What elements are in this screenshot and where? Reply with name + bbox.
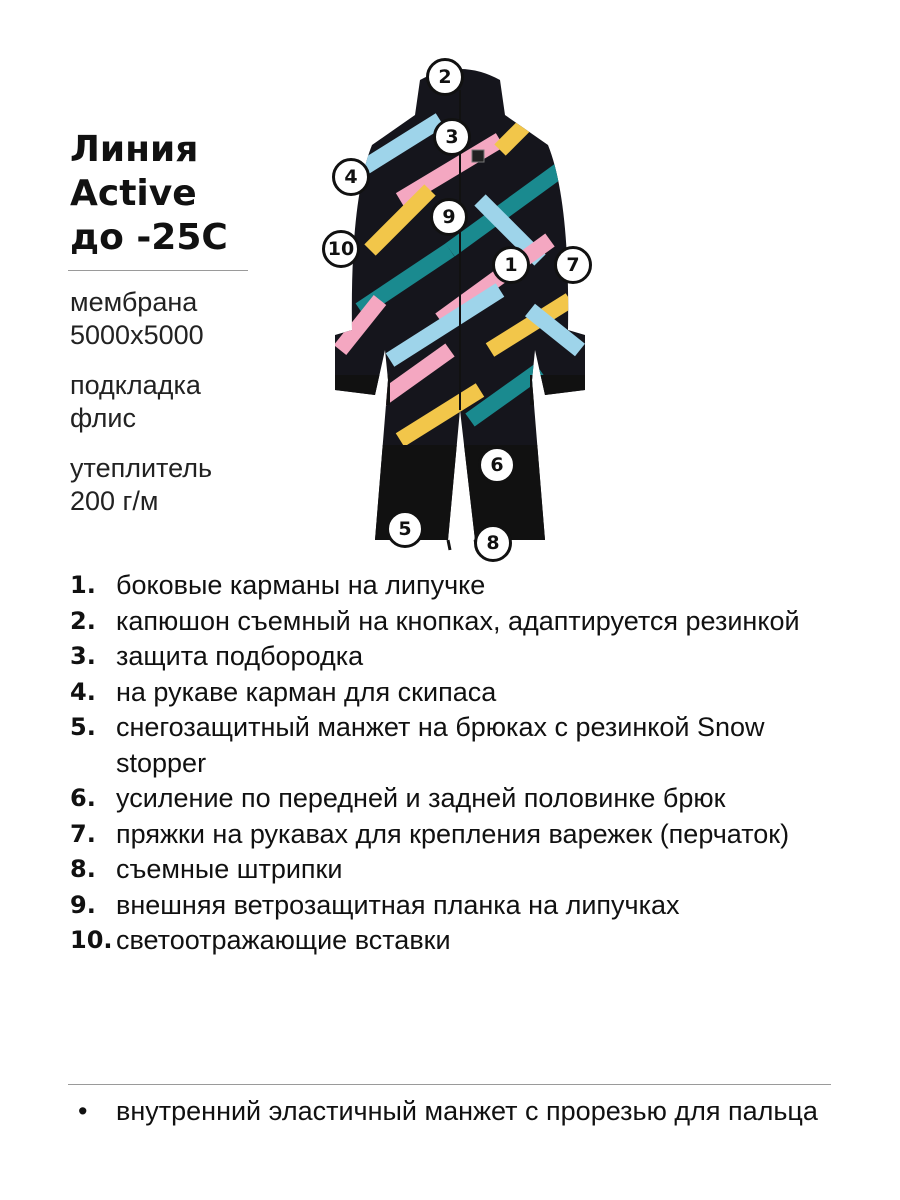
item-text: капюшон съемный на кнопках, адаптируется резинкой — [116, 605, 800, 636]
item-number: 9. — [70, 890, 96, 919]
list-item — [70, 568, 840, 604]
list-item — [70, 923, 840, 959]
list-item — [70, 888, 840, 924]
item-number: 1. — [70, 571, 96, 599]
marker-5: 5 — [386, 510, 424, 548]
marker-6: 6 — [478, 446, 516, 484]
spec-membrane — [70, 286, 212, 352]
features-list — [70, 568, 840, 959]
item-text: защита подбородка — [116, 641, 364, 671]
heading-divider — [68, 270, 248, 271]
item-number: 6. — [70, 784, 96, 812]
heading-line-1: Линия — [70, 129, 199, 170]
marker-8: 8 — [474, 524, 512, 562]
item-text: на рукаве карман для скипаса — [116, 676, 497, 707]
item-number: 2. — [70, 606, 96, 635]
item-number: 5. — [70, 713, 96, 741]
spec-label: утеплитель — [70, 453, 213, 483]
item-text: пряжки на рукавах для крепления варежек (перчаток) — [116, 818, 790, 849]
item-text: усиление по передней и задней половинке брюк — [116, 783, 726, 813]
extra-feature — [70, 1094, 840, 1130]
heading-line-3: до -25С — [70, 217, 228, 258]
list-item — [70, 639, 840, 675]
spec-label: подкладка — [70, 370, 201, 400]
item-text: внешняя ветрозащитная планка на липучках — [116, 889, 680, 920]
item-text: съемные штрипки — [116, 854, 343, 884]
spec-value: 5000х5000 — [70, 320, 204, 350]
list-item — [70, 852, 840, 888]
item-number: 7. — [70, 819, 96, 848]
spec-value: флис — [70, 403, 136, 433]
marker-7: 7 — [554, 246, 592, 284]
collection-heading — [70, 128, 228, 260]
item-number: 10. — [70, 926, 113, 954]
item-number: 3. — [70, 642, 96, 670]
specs-list — [70, 286, 212, 535]
snowsuit-illustration — [300, 50, 620, 570]
features-divider — [68, 1084, 831, 1085]
list-item — [70, 781, 840, 817]
marker-9: 9 — [430, 198, 468, 236]
spec-insulation — [70, 452, 212, 518]
marker-2: 2 — [426, 58, 464, 96]
marker-4: 4 — [332, 158, 370, 196]
bullet-icon: • — [78, 1096, 88, 1126]
heading-line-2: Active — [70, 173, 197, 214]
marker-1: 1 — [492, 246, 530, 284]
list-item — [70, 675, 840, 711]
marker-3: 3 — [433, 118, 471, 156]
extra-feature-text: внутренний эластичный манжет с прорезью для пальца — [116, 1096, 818, 1126]
marker-10: 10 — [322, 230, 360, 268]
item-text: светоотражающие вставки — [116, 925, 451, 955]
spec-lining — [70, 369, 212, 435]
item-text: боковые карманы на липучке — [116, 570, 486, 600]
item-number: 4. — [70, 677, 96, 706]
spec-value: 200 г/м — [70, 486, 159, 516]
spec-label: мембрана — [70, 287, 198, 317]
item-text: снегозащитный манжет на брюках с резинкой Snow stopper — [116, 712, 765, 778]
list-item — [70, 604, 840, 640]
item-number: 8. — [70, 855, 96, 883]
list-item — [70, 710, 840, 781]
list-item — [70, 817, 840, 853]
